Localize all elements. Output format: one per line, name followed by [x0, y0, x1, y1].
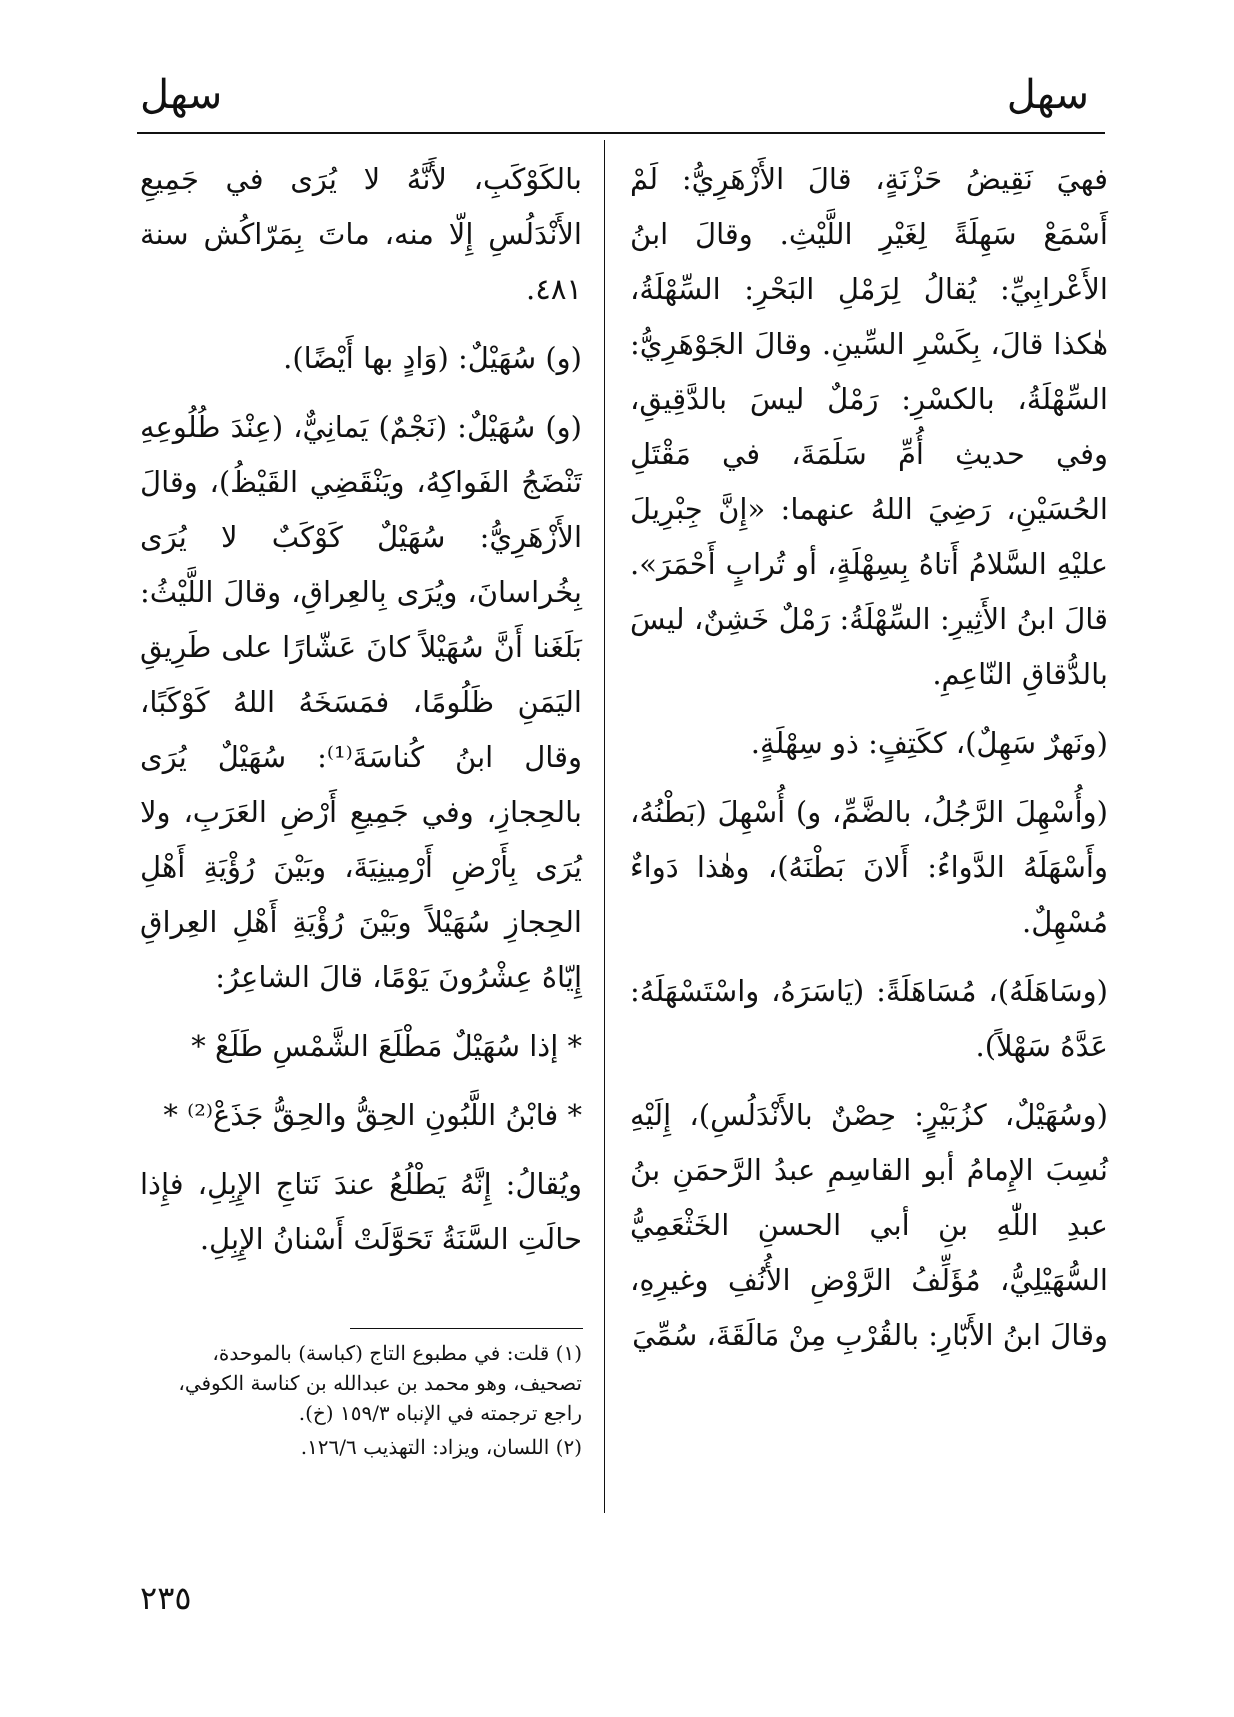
paragraph: (وأُسْهِلَ الرَّجُلُ، بالضَّمِّ، و) أُسْهِلَ (بَطْنُهُ، وأَسْهَلَهُ الدَّواءُ: أَلانَ بَطْنَهُ)، وهٰذا دَواءٌ مُسْهِلٌ.: [630, 795, 1108, 939]
footnote: (١) قلت: في مطبوع التاج (كباسة) بالموحدة، تصحيف، وهو محمد بن عبدالله بن كناسة الكوفي، راجع ترجمته في الإنباه ١٥٩/٣ (خ).: [178, 1341, 582, 1425]
paragraph: بالكَوْكَبِ، لأَنَّهُ لا يُرَى في جَمِيعِ الأَنْدَلُسِ إِلّا منه، ماتَ بِمَرّاكُش سنة ٤٨١.: [140, 162, 582, 306]
right-column: [630, 152, 1108, 1377]
verse-line: * فابْنُ اللَّبُونِ الحِقُّ والحِقُّ جَذَعْ⁽²⁾ *: [163, 1098, 582, 1132]
running-header-right: سهل: [1006, 72, 1089, 118]
page-number: ٢٣٥: [140, 1579, 192, 1617]
paragraph: (و) سُهَيْلٌ: (وَادٍ بها أَيْضًا).: [283, 341, 582, 375]
paragraph: (وسَاهَلَهُ)، مُسَاهَلَةً: (يَاسَرَهُ، واسْتَسْهَلَهُ: عَدَّهُ سَهْلاً).: [630, 974, 1108, 1063]
paragraph: فهيَ نَقِيضُ حَزْنَةٍ، قالَ الأَزْهَرِيُّ: لَمْ أَسْمَعْ سَهِلَةً لِغَيْرِ اللَّيْثِ. وقالَ ابنُ الأَعْرابِيِّ: يُقالُ لِرَمْلِ البَحْرِ: السِّهْلَةُ، هٰكذا قالَ، بِكَسْرِ السِّينِ. وقالَ الجَوْهَرِيُّ: السِّهْلَةُ، بالكسْرِ: رَمْلٌ ليسَ بالدَّقِيقِ، وفي حديثِ أُمِّ سَلَمَةَ، في مَقْتَلِ الحُسَيْنِ، رَضِيَ اللهُ عنهما: «إِنَّ جِبْرِيلَ عليْهِ السَّلامُ أَتاهُ بِسِهْلَةٍ، أو تُرابٍ أَحْمَرَ». قالَ ابنُ الأَثِيرِ: السِّهْلَةُ: رَمْلٌ خَشِنٌ، ليسَ بالدُّقاقِ النّاعِمِ.: [630, 162, 1108, 691]
left-column: [140, 152, 582, 1281]
column-divider: [604, 140, 605, 1513]
footnotes: [140, 1338, 582, 1466]
verse-line: * إذا سُهَيْلٌ مَطْلَعَ الشَّمْسِ طَلَعْ *: [191, 1029, 582, 1063]
paragraph: (ونَهرٌ سَهِلٌ)، ككَتِفٍ: ذو سِهْلَةٍ.: [750, 726, 1108, 760]
paragraph: ويُقالُ: إِنَّهُ يَطْلُعُ عندَ نَتاجِ الإِبِلِ، فإِذا حالَتِ السَّنَةُ تَحَوَّلَتْ أَسْنانُ الإِبِلِ.: [140, 1167, 582, 1256]
paragraph: (و) سُهَيْلٌ: (نَجْمٌ) يَمانِيٌّ، (عِنْدَ طُلُوعِهِ تَنْضَجُ الفَواكِهُ، ويَنْقَضِي القَيْظُ)، وقالَ الأَزْهَرِيُّ: سُهَيْلٌ كَوْكَبٌ لا يُرَى بِخُراسانَ، ويُرَى بِالعِراقِ، وقالَ اللَّيْثُ: بَلَغَنا أَنَّ سُهَيْلاً كانَ عَشّارًا على طَرِيقِ اليَمَنِ ظَلُومًا، فمَسَخَهُ اللهُ كَوْكَبًا، وقال ابنُ كُناسَةَ⁽¹⁾: سُهَيْلٌ يُرَى بالحِجازِ، وفي جَمِيعِ أَرْضِ العَرَبِ، ولا يُرَى بِأَرْضِ أَرْمِينِيَةَ، وبَيْنَ رُؤْيَةِ أَهْلِ الحِجازِ سُهَيْلاً وبَيْنَ رُؤْيَةِ أَهْلِ العِراقِ إِيّاهُ عِشْرُونَ يَوْمًا، قالَ الشاعِرُ:: [140, 410, 582, 994]
paragraph: (وسُهَيْلٌ، كزُبَيْرٍ: حِصْنٌ بالأَنْدَلُسِ)، إِلَيْهِ نُسِبَ الإِمامُ أبو القاسِمِ عبدُ الرَّحمَنِ بنُ عبدِ اللّٰهِ بنِ أبي الحسنِ الخَثْعَمِيُّ السُّهَيْلِيُّ، مُؤَلِّفُ الرَّوْضِ الأُنُفِ وغيرِهِ، وقالَ ابنُ الأَبّارِ: بالقُرْبِ مِنْ مَالَقَةَ، سُمِّيَ: [630, 1098, 1108, 1352]
footnote-rule: [350, 1328, 583, 1329]
footnote: (٢) اللسان، ويزاد: التهذيب ١٢٦/٦.: [300, 1435, 582, 1459]
header-rule: [137, 132, 1105, 134]
running-header-left: سهل: [140, 72, 223, 118]
